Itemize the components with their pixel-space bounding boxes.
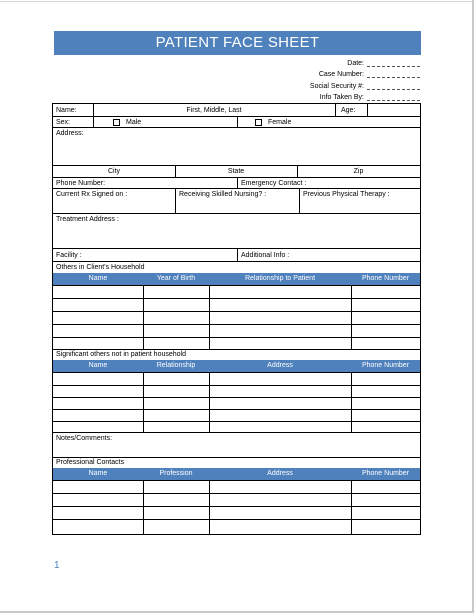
household-section-label: Others in Client's Household [56,264,145,271]
significant-section-label: Significant others not in patient household [56,351,186,358]
household-table-header [53,273,420,285]
table-row [53,324,420,325]
info-taken-by-row [290,92,420,103]
divider [351,372,352,432]
male-checkbox[interactable] [113,119,120,126]
top-rule [0,1,474,2]
facility-label: Facility : [56,252,82,259]
case-number-label: Case Number: [318,71,364,79]
meta-block [290,58,420,103]
treatment-address-field[interactable] [53,213,420,248]
household-col-year: Year of Birth [156,275,196,282]
name-field[interactable] [93,104,335,116]
significant-col-name: Name [88,362,108,369]
divider [237,248,238,261]
page-title: PATIENT FACE SHEET [54,31,421,55]
divider [143,372,144,432]
address-field[interactable] [53,127,420,165]
case-number-row [290,69,420,80]
table-row [53,385,420,386]
emergency-contact-label: Emergency Contact : [241,180,307,187]
significant-col-phone: Phone Number [361,362,410,369]
social-security-label: Social Security #: [309,82,364,90]
household-col-name: Name [88,275,108,282]
address-label: Address: [56,130,84,137]
divider [93,116,94,127]
age-field[interactable] [367,104,420,116]
age-label: Age: [341,107,356,114]
divider [53,188,420,189]
male-label: Male [126,119,142,126]
sex-label: Sex: [56,119,71,126]
male-option[interactable] [113,118,141,127]
date-field[interactable] [367,60,420,67]
professional-col-name: Name [88,470,108,477]
divider [143,480,144,535]
date-label: Date: [347,60,364,68]
table-row [53,337,420,338]
professional-col-profession: Profession [159,470,193,477]
table-row [53,372,420,373]
professional-col-phone: Phone Number [361,470,410,477]
state-label: State [227,168,245,175]
table-row [53,298,420,299]
divider [53,261,420,262]
professional-table-header [53,468,420,480]
case-number-field[interactable] [367,71,420,78]
divider [299,188,300,213]
significant-col-address: Address [267,362,293,369]
info-taken-by-label: Info Taken By: [319,94,364,102]
zip-label: Zip [353,168,364,175]
female-option[interactable] [255,118,291,127]
date-row [290,58,420,69]
significant-col-relationship: Relationship [156,362,196,369]
divider [209,372,210,432]
patient-form [52,103,421,535]
table-row [53,421,420,422]
treatment-address-label: Treatment Address : [56,216,119,223]
city-label: City [107,168,121,175]
divider [143,285,144,349]
name-label: Name: [56,107,77,114]
social-security-field[interactable] [367,83,420,90]
table-row [53,506,420,507]
page-number: 1 [54,560,60,571]
female-label: Female [268,119,292,126]
info-taken-by-field[interactable] [367,94,420,101]
table-row [53,409,420,410]
divider [351,285,352,349]
professional-section-label: Professional Contacts [56,459,125,466]
divider [351,480,352,535]
household-col-relationship: Relationship to Patient [244,275,316,282]
table-row [53,480,420,481]
significant-table-header [53,360,420,372]
female-checkbox[interactable] [255,119,262,126]
divider [175,188,176,213]
table-row [53,519,420,520]
table-row [53,493,420,494]
divider [237,116,238,127]
table-row [53,285,420,286]
divider [237,177,238,188]
divider [335,104,336,116]
divider [53,165,420,166]
additional-info-label: Additional Info : [241,252,290,259]
phone-label: Phone Number: [56,180,106,187]
social-security-row [290,81,420,92]
divider [209,480,210,535]
household-col-phone: Phone Number [361,275,410,282]
previous-pt-label: Previous Physical Therapy : [303,191,390,198]
notes-label: Notes/Comments: [56,435,113,442]
divider [209,285,210,349]
skilled-nursing-label: Receiving Skilled Nursing? : [179,191,267,198]
name-hint: First, Middle, Last [186,107,242,114]
professional-col-address: Address [267,470,293,477]
table-row [53,311,420,312]
current-rx-label: Current Rx Signed on : [56,191,128,198]
notes-field[interactable] [53,432,420,457]
table-row [53,397,420,398]
